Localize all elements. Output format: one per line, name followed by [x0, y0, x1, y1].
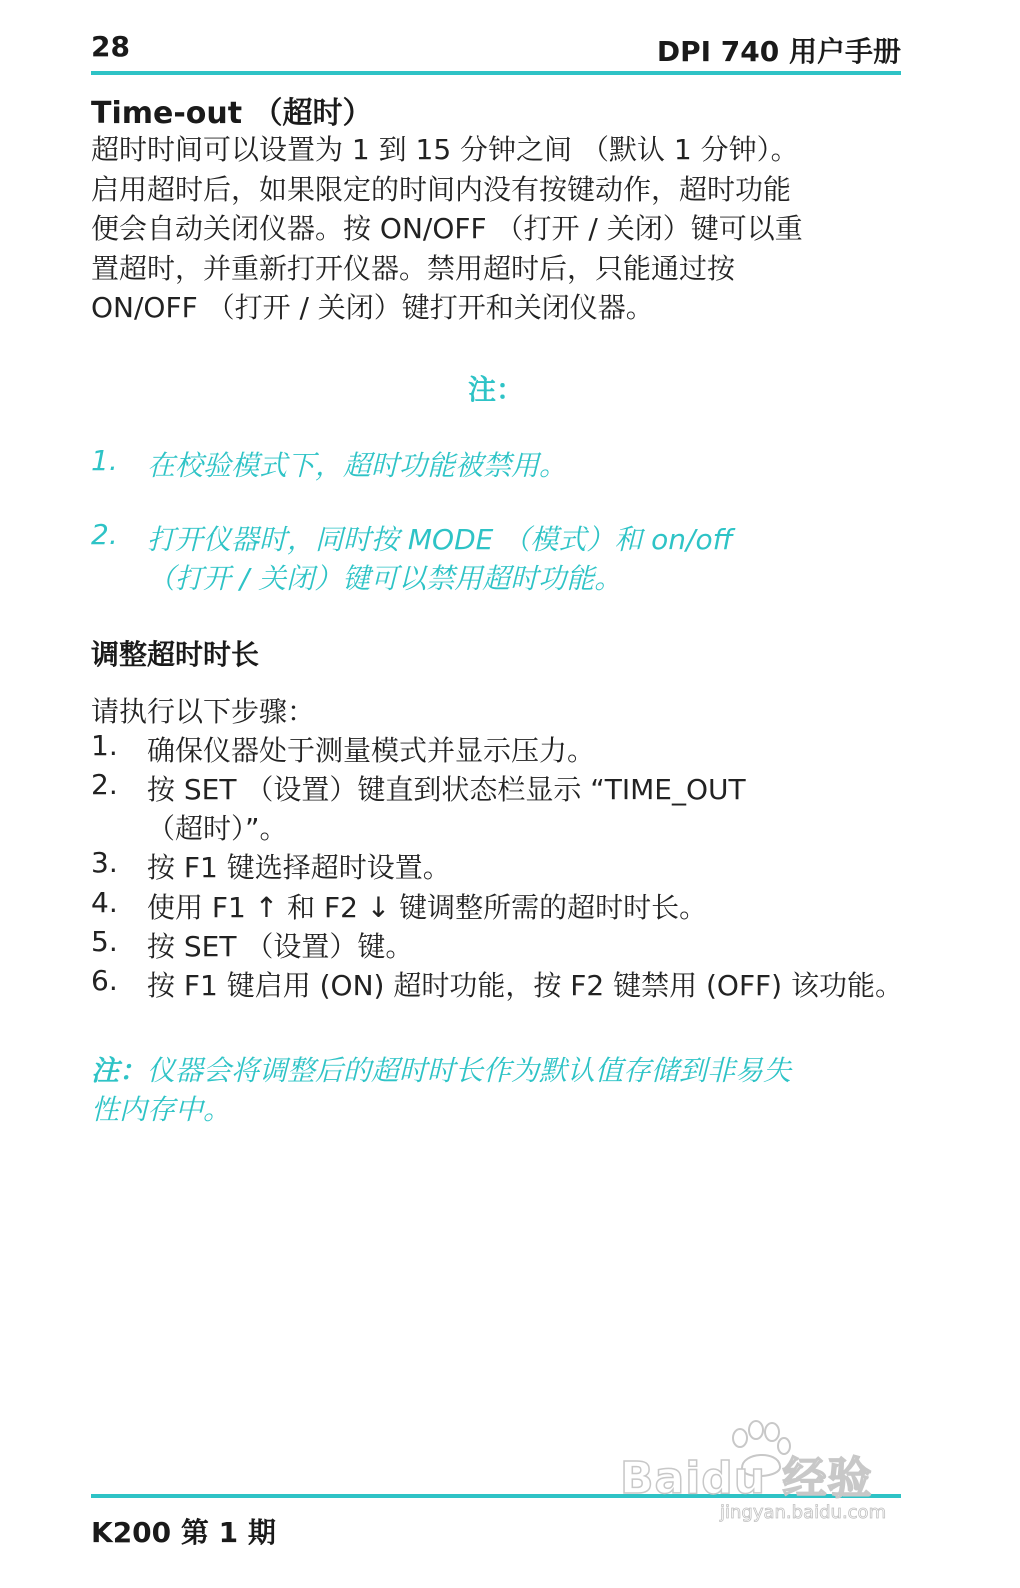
note-item-text: 在校验模式下，超时功能被禁用。: [147, 449, 568, 482]
step-text: 确保仪器处于测量模式并显示压力。: [147, 734, 596, 767]
paragraph-line: 启用超时后，如果限定的时间内没有按键动作，超时功能: [91, 172, 792, 206]
step-number: 6.: [91, 964, 118, 997]
step-text: 按 F1 键选择超时设置。: [147, 851, 451, 884]
step-number: 3.: [91, 846, 118, 879]
section-title: Time-out （超时）: [91, 96, 373, 131]
step-number: 5.: [91, 925, 118, 958]
paragraph-line: ON/OFF （打开 / 关闭）键打开和关闭仪器。: [91, 291, 654, 324]
paragraph-line: 超时时间可以设置为 1 到 15 分钟之间 （默认 1 分钟）。: [91, 133, 799, 166]
watermark-brand: Baidu 经验: [620, 1453, 873, 1504]
manual-page: [91, 0, 901, 1588]
note-item-number: 1.: [91, 444, 118, 477]
note-item-text: （打开 / 关闭）键可以禁用超时功能。: [147, 562, 623, 595]
note-title: 注：: [467, 373, 524, 406]
step-text: 使用 F1 ↑ 和 F2 ↓ 键调整所需的超时时长。: [147, 891, 708, 924]
step-text: （超时）”。: [147, 812, 288, 845]
page-number: 28: [91, 30, 130, 63]
paragraph-line: 置超时，并重新打开仪器。禁用超时后，只能通过按: [91, 251, 736, 285]
step-text: 按 SET （设置）键直到状态栏显示 “TIME_OUT: [147, 773, 746, 806]
paragraph-line: 便会自动关闭仪器。按 ON/OFF （打开 / 关闭）键可以重: [91, 212, 803, 245]
note-item-number: 2.: [91, 518, 118, 551]
watermark: [620, 1420, 930, 1530]
header-rule: [91, 71, 901, 75]
footer-issue: K200 第 1 期: [91, 1516, 276, 1549]
watermark-url: jingyan.baidu.com: [720, 1502, 887, 1523]
steps-intro: 请执行以下步骤：: [91, 695, 316, 728]
step-text: 按 SET （设置）键。: [147, 930, 414, 963]
final-note-text: 仪器会将调整后的超时时长作为默认值存储到非易失: [147, 1054, 792, 1087]
step-text: 按 F1 键启用 (ON) 超时功能，按 F2 键禁用 (OFF) 该功能。: [147, 969, 903, 1002]
step-number: 4.: [91, 886, 118, 919]
note-item-text: 打开仪器时，同时按 MODE （模式）和 on/off: [147, 523, 733, 556]
final-note-line: 性内存中。: [91, 1093, 232, 1126]
section-paragraph: [91, 130, 901, 328]
subsection-title: 调整超时时长: [91, 638, 260, 671]
step-number: 2.: [91, 768, 118, 801]
final-note-line: [91, 1049, 791, 1089]
final-note-label: 注：: [91, 1054, 148, 1087]
manual-title: DPI 740 用户手册: [656, 35, 901, 68]
step-number: 1.: [91, 729, 118, 762]
